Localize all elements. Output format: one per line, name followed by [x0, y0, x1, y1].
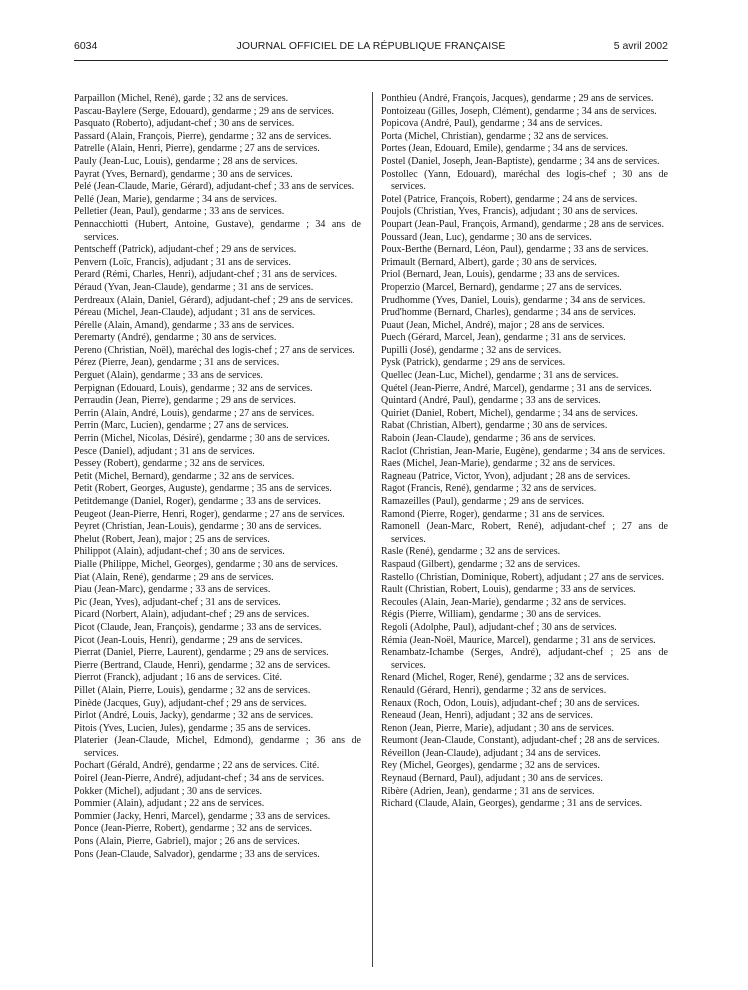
list-item: Rey (Michel, Georges), gendarme ; 32 ans de services. [381, 760, 600, 772]
left-column [74, 93, 361, 861]
list-item: Pontoizeau (Gilles, Joseph, Clément), gendarme ; 34 ans de services. [381, 105, 657, 117]
list-item: Péreau (Michel, Jean-Claude), adjudant ; 31 ans de services. [74, 307, 316, 319]
list-item: Renambatz-Ichambe (Serges, André), adjudant-chef ; 25 ans de services. [381, 647, 668, 671]
list-item: Renauld (Gérard, Henri), gendarme ; 32 ans de services. [381, 684, 607, 696]
list-item: Quétel (Jean-Pierre, André, Marcel), gendarme ; 31 ans de services. [381, 382, 652, 394]
list-item: Pommier (Jacky, Henri, Marcel), gendarme ; 33 ans de services. [74, 810, 331, 822]
list-item: Quiriet (Daniel, Robert, Michel), gendarme ; 34 ans de services. [381, 407, 638, 419]
list-item: Pasquato (Roberto), adjudant-chef ; 30 ans de services. [74, 118, 295, 130]
list-item: Poirel (Jean-Pierre, André), adjudant-chef ; 34 ans de services. [74, 773, 325, 785]
list-item: Puech (Gérard, Marcel, Jean), gendarme ; 31 ans de services. [381, 332, 626, 344]
list-item: Perrin (Michel, Nicolas, Désiré), gendarme ; 30 ans de services. [74, 433, 330, 445]
list-item: Primault (Bernard, Albert), garde ; 30 ans de services. [381, 256, 597, 268]
list-item: Pelé (Jean-Claude, Marie, Gérard), adjudant-chef ; 33 ans de services. [74, 181, 355, 193]
list-item: Pialle (Philippe, Michel, Georges), gendarme ; 30 ans de services. [74, 558, 338, 570]
list-item: Petit (Michel, Bernard), gendarme ; 32 ans de services. [74, 470, 295, 482]
list-item: Portes (Jean, Edouard, Emile), gendarme ; 34 ans de services. [381, 143, 628, 155]
list-item: Prudhomme (Yves, Daniel, Louis), gendarme ; 34 ans de services. [381, 294, 646, 306]
list-item: Reneaud (Jean, Henri), adjudant ; 32 ans de services. [381, 710, 593, 722]
list-item: Ribère (Adrien, Jean), gendarme ; 31 ans de services. [381, 785, 595, 797]
list-item: Perpignan (Edouard, Louis), gendarme ; 32 ans de services. [74, 382, 313, 394]
list-item: Pérelle (Alain, Amand), gendarme ; 33 ans de services. [74, 319, 295, 331]
list-item: Parpaillon (Michel, René), garde ; 32 ans de services. [74, 93, 289, 104]
list-item: Picard (Norbert, Alain), adjudant-chef ; 29 ans de services. [74, 609, 310, 621]
list-item: Pirlot (André, Louis, Jacky), gendarme ; 32 ans de services. [74, 710, 314, 722]
list-item: Peyret (Christian, Jean-Louis), gendarme ; 30 ans de services. [74, 521, 322, 533]
list-item: Pommier (Alain), adjudant ; 22 ans de services. [74, 798, 265, 810]
list-item: Regoli (Adolphe, Paul), adjudant-chef ; 30 ans de services. [381, 621, 617, 633]
column-divider [372, 92, 373, 967]
list-item: Puaut (Jean, Michel, André), major ; 28 ans de services. [381, 319, 605, 331]
list-item: Réveillon (Jean-Claude), adjudant ; 34 ans de services. [381, 747, 601, 759]
list-item: Pascau-Baylere (Serge, Edouard), gendarme ; 29 ans de services. [74, 105, 334, 117]
list-item: Perraudin (Jean, Pierre), gendarme ; 29 ans de services. [74, 395, 296, 407]
list-item: Pinède (Jacques, Guy), adjudant-chef ; 29 ans de services. [74, 697, 307, 709]
list-item: Perguet (Alain), gendarme ; 33 ans de services. [74, 370, 263, 382]
list-item: Patrelle (Alain, Henri, Pierre), gendarme ; 27 ans de services. [74, 143, 320, 155]
list-item: Pérez (Pierre, Jean), gendarme ; 31 ans de services. [74, 357, 280, 369]
list-item: Poussard (Jean, Luc), gendarme ; 30 ans de services. [381, 231, 592, 243]
list-item: Rasle (René), gendarme ; 32 ans de services. [381, 546, 561, 558]
list-item: Postollec (Yann, Edouard), maréchal des logis-chef ; 30 ans de services. [381, 168, 668, 193]
list-item: Ramond (Pierre, Roger), gendarme ; 31 ans de services. [381, 508, 605, 520]
list-item: Raboin (Jean-Claude), gendarme ; 36 ans de services. [381, 433, 596, 445]
list-item: Pons (Jean-Claude, Salvador), gendarme ; 33 ans de services. [74, 848, 320, 860]
publication-date: 5 avril 2002 [613, 40, 668, 52]
list-item: Pellé (Jean, Marie), gendarme ; 34 ans de services. [74, 193, 277, 205]
list-item: Payrat (Yves, Bernard), gendarme ; 30 ans de services. [74, 168, 293, 180]
list-item: Pelletier (Jean, Paul), gendarme ; 33 ans de services. [74, 206, 285, 218]
list-item: Renard (Michel, Roger, René), gendarme ; 32 ans de services. [381, 672, 630, 684]
list-item: Potel (Patrice, François, Robert), gendarme ; 24 ans de services. [381, 193, 638, 205]
list-item: Pereno (Christian, Noël), maréchal des logis-chef ; 27 ans de services. [74, 344, 355, 356]
list-item: Ragneau (Patrice, Victor, Yvon), adjudant ; 28 ans de services. [381, 470, 631, 482]
list-item: Perard (Rémi, Charles, Henri), adjudant-chef ; 31 ans de services. [74, 269, 337, 281]
list-item: Peugeot (Jean-Pierre, Henri, Roger), gendarme ; 27 ans de services. [74, 508, 345, 520]
list-item: Ramonell (Jean-Marc, Robert, René), adjudant-chef ; 27 ans de services. [381, 521, 668, 545]
list-item: Pesce (Daniel), adjudant ; 31 ans de services. [74, 445, 255, 457]
list-item: Ramazeilles (Paul), gendarme ; 29 ans de services. [381, 496, 584, 507]
list-item: Renon (Jean, Pierre, Marie), adjudant ; 30 ans de services. [381, 722, 614, 734]
list-item: Pysk (Patrick), gendarme ; 29 ans de services. [381, 357, 566, 369]
list-item: Quintard (André, Paul), gendarme ; 33 ans de services. [381, 395, 601, 407]
list-item: Renaux (Roch, Odon, Louis), adjudant-chef ; 30 ans de services. [381, 697, 640, 709]
list-item: Pitois (Yves, Lucien, Jules), gendarme ; 35 ans de services. [74, 722, 311, 734]
list-item: Pillet (Alain, Pierre, Louis), gendarme ; 32 ans de services. [74, 684, 311, 696]
list-item: Perrin (Marc, Lucien), gendarme ; 27 ans de services. [74, 420, 289, 432]
list-item: Pauly (Jean-Luc, Louis), gendarme ; 28 ans de services. [74, 155, 298, 167]
list-item: Raes (Michel, Jean-Marie), gendarme ; 32 ans de services. [381, 458, 616, 470]
list-item: Postel (Daniel, Joseph, Jean-Baptiste), gendarme ; 34 ans de services. [381, 155, 660, 167]
journal-title: JOURNAL OFFICIEL DE LA RÉPUBLIQUE FRANÇAISE [236, 40, 506, 52]
list-item: Régis (Pierre, William), gendarme ; 30 ans de services. [381, 609, 602, 621]
list-item: Pupilli (José), gendarme ; 32 ans de services. [381, 344, 562, 356]
list-item: Pierrat (Daniel, Pierre, Laurent), gendarme ; 29 ans de services. [74, 647, 329, 659]
list-item: Petit (Robert, Georges, Auguste), gendarme ; 35 ans de services. [74, 483, 332, 495]
list-item: Pennacchiotti (Hubert, Antoine, Gustave), gendarme ; 34 ans de services. [74, 218, 361, 243]
list-item: Perrin (Alain, André, Louis), gendarme ; 27 ans de services. [74, 407, 315, 419]
list-item: Ragot (Francis, René), gendarme ; 32 ans de services. [381, 483, 597, 495]
list-item: Rault (Christian, Robert, Louis), gendarme ; 33 ans de services. [381, 584, 636, 596]
list-item: Petitdemange (Daniel, Roger), gendarme ; 33 ans de services. [74, 496, 321, 507]
list-item: Picot (Claude, Jean, François), gendarme ; 33 ans de services. [74, 621, 322, 633]
list-item: Philippot (Alain), adjudant-chef ; 30 ans de services. [74, 546, 285, 558]
list-item: Perdreaux (Alain, Daniel, Gérard), adjudant-chef ; 29 ans de services. [74, 294, 354, 306]
list-item: Ponthieu (André, François, Jacques), gendarme ; 29 ans de services. [381, 93, 654, 104]
list-item: Properzio (Marcel, Bernard), gendarme ; 27 ans de services. [381, 281, 622, 293]
list-item: Rastello (Christian, Dominique, Robert), adjudant ; 27 ans de services. [381, 571, 664, 583]
right-column [381, 93, 668, 811]
page-number: 6034 [74, 40, 98, 52]
list-item: Porta (Michel, Christian), gendarme ; 32 ans de services. [381, 130, 609, 142]
list-item: Popicova (André, Paul), gendarme ; 34 ans de services. [381, 118, 603, 130]
list-item: Pokker (Michel), adjudant ; 30 ans de services. [74, 785, 263, 797]
list-item: Pic (Jean, Yves), adjudant-chef ; 31 ans de services. [74, 596, 281, 608]
list-item: Rabat (Christian, Albert), gendarme ; 30 ans de services. [381, 420, 608, 432]
list-item: Piat (Alain, René), gendarme ; 29 ans de services. [74, 571, 274, 583]
list-item: Recoules (Alain, Jean-Marie), gendarme ; 32 ans de services. [381, 596, 627, 608]
list-item: Pierre (Bertrand, Claude, Henri), gendarme ; 32 ans de services. [74, 659, 331, 671]
list-item: Passard (Alain, François, Pierre), gendarme ; 32 ans de services. [74, 130, 332, 142]
list-item: Richard (Claude, Alain, Georges), gendarme ; 31 ans de services. [381, 798, 643, 810]
list-item: Priol (Bernard, Jean, Louis), gendarme ; 33 ans de services. [381, 269, 620, 281]
list-item: Pentscheff (Patrick), adjudant-chef ; 29 ans de services. [74, 244, 297, 256]
list-item: Poujols (Christian, Yves, Francis), adjudant ; 30 ans de services. [381, 206, 638, 218]
list-item: Peremarty (André), gendarme ; 30 ans de services. [74, 332, 277, 344]
header-rule [74, 60, 668, 61]
list-item: Reumont (Jean-Claude, Constant), adjudant-chef ; 28 ans de services. [381, 735, 660, 747]
list-item: Rémia (Jean-Noël, Maurice, Marcel), gendarme ; 31 ans de services. [381, 634, 656, 646]
list-item: Péraud (Yvan, Jean-Claude), gendarme ; 31 ans de services. [74, 281, 314, 293]
list-item: Pessey (Robert), gendarme ; 32 ans de services. [74, 458, 265, 470]
list-item: Ponce (Jean-Pierre, Robert), gendarme ; 32 ans de services. [74, 823, 312, 835]
list-item: Prud'homme (Bernard, Charles), gendarme ; 34 ans de services. [381, 307, 636, 319]
list-item: Raspaud (Gilbert), gendarme ; 32 ans de services. [381, 558, 581, 570]
list-item: Pochart (Gérald, André), gendarme ; 22 ans de services. Cité. [74, 760, 320, 772]
list-item: Pierrot (Franck), adjudant ; 16 ans de services. Cité. [74, 672, 282, 684]
list-item: Raclot (Christian, Jean-Marie, Eugène), gendarme ; 34 ans de services. [381, 445, 666, 457]
list-item: Picot (Jean-Louis, Henri), gendarme ; 29 ans de services. [74, 634, 303, 646]
list-item: Piau (Jean-Marc), gendarme ; 33 ans de services. [74, 584, 271, 596]
list-item: Penvern (Loïc, Francis), adjudant ; 31 ans de services. [74, 256, 291, 268]
list-item: Poupart (Jean-Paul, François, Armand), gendarme ; 28 ans de services. [381, 218, 664, 230]
page-header [74, 40, 668, 60]
list-item: Phelut (Robert, Jean), major ; 25 ans de services. [74, 533, 270, 545]
list-item: Reynaud (Bernard, Paul), adjudant ; 30 ans de services. [381, 773, 603, 785]
list-item: Pons (Alain, Pierre, Gabriel), major ; 26 ans de services. [74, 836, 300, 848]
list-item: Poux-Berthe (Bernard, Léon, Paul), gendarme ; 33 ans de services. [381, 244, 649, 256]
list-item: Platerier (Jean-Claude, Michel, Edmond), gendarme ; 36 ans de services. [74, 735, 361, 759]
list-item: Quellec (Jean-Luc, Michel), gendarme ; 31 ans de services. [381, 370, 619, 382]
